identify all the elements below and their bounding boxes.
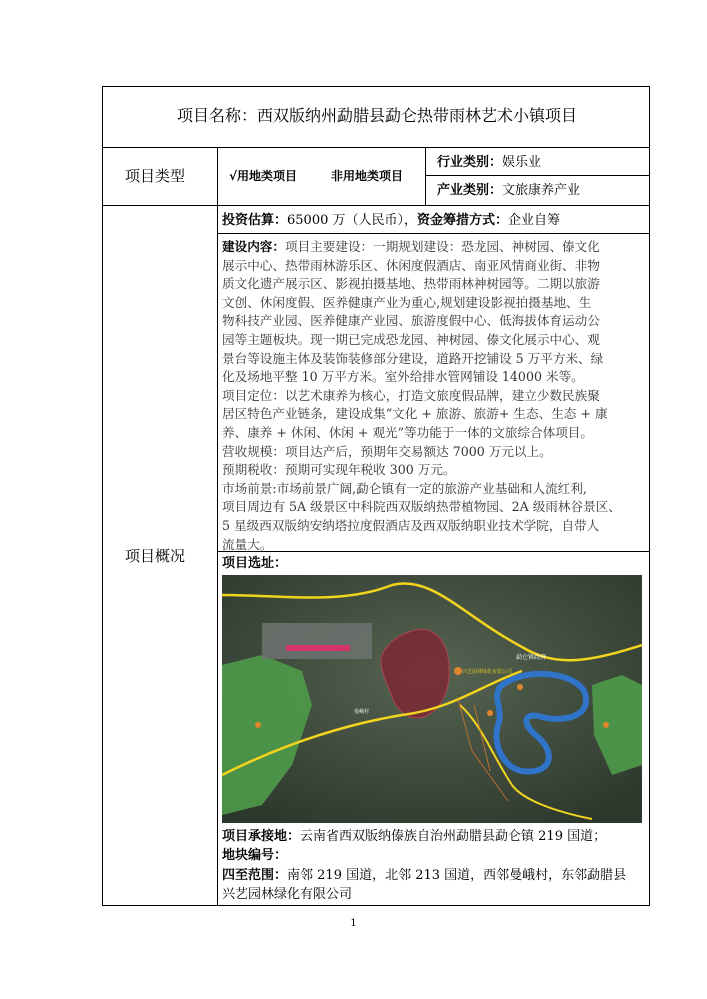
page-title: 项目名称：西双版纳州勐腊县勐仑热带雨林艺术小镇项目 bbox=[176, 106, 577, 125]
site-map-image bbox=[222, 575, 642, 823]
construction-line: 文创、休闲度假、医养健康产业为重心,规划建设影视拍摄基地、生 bbox=[222, 294, 592, 310]
project-type-label: 项目类型 bbox=[125, 167, 186, 185]
row-divider bbox=[103, 147, 649, 148]
land-option: √用地类项目 bbox=[229, 169, 298, 183]
overview-label: 项目概况 bbox=[125, 547, 186, 565]
construction-label: 建设内容： bbox=[222, 239, 285, 254]
market-line: 5 星级西双版纳安纳塔拉度假酒店及西双版纳职业技术学院，自带人 bbox=[222, 517, 600, 533]
boundary-label: 四至范围： bbox=[222, 868, 288, 883]
positioning-line: 养、康养 + 休闲、休闲 + 观光”等功能于一体的文旅综合体项目。 bbox=[222, 424, 593, 440]
parcel-label: 地块编号： bbox=[222, 848, 288, 863]
sector-label: 产业类别： bbox=[437, 183, 503, 198]
boundary-row-2: 兴艺园林绿化有限公司 bbox=[222, 887, 353, 902]
non-land-option: 非用地类项目 bbox=[331, 169, 404, 183]
construction-line: 物科技产业园、医养健康产业园、旅游度假中心、低海拔体育运动公 bbox=[222, 313, 600, 329]
sector-row bbox=[437, 181, 580, 200]
site-map bbox=[222, 575, 642, 823]
boundary-value: 南邻 219 国道，北邻 213 国道，西邻曼峨村，东邻勐腊县 bbox=[287, 868, 627, 883]
map-label-town: 勐仑镇政府 bbox=[516, 654, 547, 661]
market-line: 流量大。 bbox=[222, 536, 273, 552]
sector-value: 文旅康养产业 bbox=[502, 183, 581, 198]
investment-value: 65000 万（人民币）， bbox=[287, 213, 418, 228]
map-label-village: 曼峨村 bbox=[354, 709, 370, 715]
construction-line: 化及场地平整 10 万平方米。室外给排水管网铺设 14000 米等。 bbox=[222, 369, 584, 385]
page-number: 1 bbox=[350, 918, 357, 929]
row-divider bbox=[103, 205, 649, 206]
industry-row bbox=[437, 153, 541, 172]
row-divider bbox=[217, 233, 649, 234]
map-marker bbox=[255, 722, 261, 728]
annotation-box bbox=[262, 623, 372, 659]
construction-line: 建设内容：项目主要建设：一期规划建设：恐龙园、神树园、傣文化 bbox=[222, 239, 600, 254]
col-divider bbox=[217, 147, 218, 905]
construction-line: 景台等设施主体及装饰装修部分建设，道路开挖铺设 5 万平方米、绿 bbox=[222, 350, 604, 366]
construction-block bbox=[222, 238, 642, 554]
market-line: 市场前景:市场前景广阔,勐仑镇有一定的旅游产业基础和人流红利, bbox=[222, 480, 587, 496]
col-divider bbox=[425, 147, 426, 205]
annotation-highlight bbox=[286, 645, 350, 651]
positioning-line: 项目定位：以艺术康养为核心，打造文旅度假品牌，建立少数民族聚 bbox=[222, 387, 600, 403]
market-line: 项目周边有 5A 级景区中科院西双版纳热带植物园、2A 级雨林谷景区、 bbox=[222, 499, 621, 515]
construction-line: 展示中心、热带雨林游乐区、休闲度假酒店、南亚风情商业街、非物 bbox=[222, 257, 600, 273]
boundary-row bbox=[222, 866, 626, 885]
investment-label: 投资估算： bbox=[222, 213, 288, 228]
carrier-value: 云南省西双版纳傣族自治州勐腊县勐仑镇 219 国道； bbox=[300, 829, 607, 844]
investment-row bbox=[222, 211, 560, 230]
map-marker bbox=[603, 722, 609, 728]
site-label: 项目选址： bbox=[222, 556, 288, 571]
construction-line: 园等主题板块。现一期已完成恐龙园、神树园、傣文化展示中心、观 bbox=[222, 331, 600, 347]
tax-line: 预期税收：预期可实现年税收 300 万元。 bbox=[222, 462, 456, 478]
map-marker bbox=[454, 667, 462, 675]
map-marker bbox=[517, 684, 523, 690]
funding-label: 资金筹措方式： bbox=[417, 213, 509, 228]
positioning-line: 居区特色产业链条，建设成集“文化 + 旅游、旅游+ 生态、生态 + 康 bbox=[222, 406, 608, 422]
map-label-company: 兴艺园林绿化有限公司 bbox=[462, 669, 513, 675]
industry-label: 行业类别： bbox=[437, 155, 503, 170]
industry-value: 娱乐业 bbox=[502, 155, 542, 170]
carrier-label: 项目承接地： bbox=[222, 829, 301, 844]
construction-line: 质文化遗产展示区、影视拍摄基地、热带雨林神树园等。二期以旅游 bbox=[222, 276, 600, 292]
project-table bbox=[102, 86, 650, 906]
funding-value: 企业自筹 bbox=[508, 213, 561, 228]
parcel-row bbox=[222, 846, 287, 865]
map-marker bbox=[487, 710, 493, 716]
row-divider bbox=[425, 175, 649, 176]
carrier-row bbox=[222, 827, 606, 846]
revenue-line: 营收规模：项目达产后，预期年交易额达 7000 万元以上。 bbox=[222, 443, 552, 459]
